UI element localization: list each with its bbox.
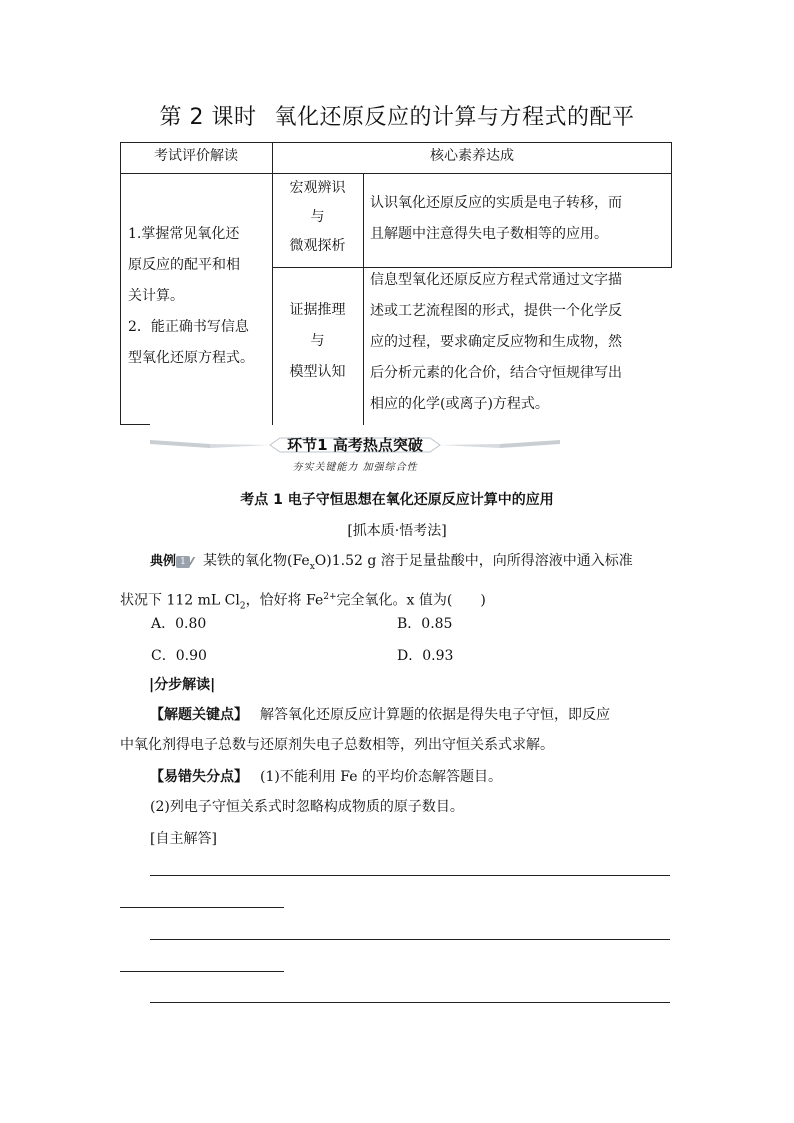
key-point: 【解题关键点】 解答氧化还原反应计算题的依据是得失电子守恒，即反应 中氧化剂得电子总数与还原剂失电子总数相等，列出守恒关系式求解。 [120, 707, 610, 753]
answer-line [120, 907, 284, 908]
competency-evidence-description: 信息型氧化还原反应方程式常通过文字描 述或工艺流程图的形式，提供一个化学反 应的过程，要求确定反应物和生成物，然 后分析元素的化合价，结合守恒规律写出 相应的化学(或离子)方程式。 [370, 272, 622, 412]
option-d: D．0.93 [397, 648, 454, 664]
answer-line [150, 939, 670, 940]
competency-macro-description: 认识氧化还原反应的实质是电子转移，而 且解题中注意得失电子数相等的应用。 [370, 195, 622, 242]
evaluation-content: 1.掌握常见氧化还 原反应的配平和相 关计算。 2．能正确书写信息 型氧化还原方程式。 [128, 226, 254, 366]
competency-macro-micro: 宏观辨识 与 微观探析 [289, 180, 346, 254]
example-number-badge: 1 [176, 556, 190, 568]
self-answer-label: [自主解答] [150, 831, 217, 847]
answer-line [120, 971, 284, 972]
banner-subtitle: 夯实关键能力 加强综合性 [292, 462, 418, 473]
table-header-competency: 核心素养达成 [430, 148, 514, 164]
answer-line [150, 1002, 670, 1003]
evaluation-table [120, 142, 672, 425]
error-point-label: 【易错失分点】 [150, 769, 248, 785]
competency-evidence-model: 证据推理 与 模型认知 [289, 302, 346, 380]
example-label: 典例 [150, 554, 177, 569]
section-banner [150, 434, 560, 478]
example-question: 典例 1 某铁的氧化物$(Fe_xO)1.52$ g 溶于足量盐酸中，向所得溶液中通入标准 状况下 112 mL $Cl_2$，恰好将 $Fe^{2+}$完全氧化。x 值为( ) [120, 553, 633, 612]
option-a: A．0.80 [151, 616, 207, 632]
key-point-label: 【解题关键点】 [150, 707, 248, 723]
error-point: 【易错失分点】 (1)不能利用 Fe 的平均价态解答题目。 (2)列电子守恒关系式时忽略构成物质的原子数目。 [150, 769, 502, 815]
analysis-heading: |分步解读| [149, 677, 216, 693]
page-title [0, 100, 794, 131]
section-title: 考点 1 电子守恒思想在氧化还原反应计算中的应用 [240, 492, 554, 508]
lesson-topic: 氧化还原反应的计算与方程式的配平 [274, 105, 635, 130]
lesson-number: 第 2 课时 [159, 105, 257, 130]
option-c: C．0.90 [151, 648, 207, 664]
pen-icon [189, 557, 204, 565]
section-subtitle: [抓本质·悟考法] [347, 523, 447, 539]
answer-line [150, 875, 670, 876]
table-header-evaluation: 考试评价解读 [154, 148, 238, 164]
banner-title: 环节1 高考热点突破 [287, 436, 423, 454]
option-b: B．0.85 [397, 616, 453, 632]
